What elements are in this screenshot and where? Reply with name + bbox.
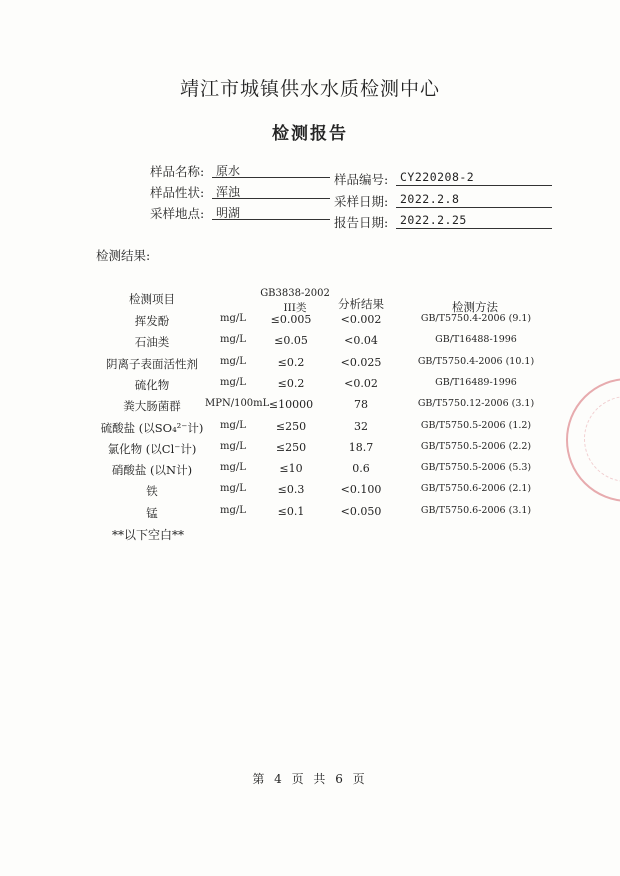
- report-title: 检测报告: [272, 124, 348, 144]
- sample-nature-value: 浑浊: [212, 183, 330, 199]
- row-10-result: <0.050: [340, 504, 382, 518]
- row-9-method: GB/T5750.6-2006 (2.1): [420, 483, 532, 495]
- row-2-result: <0.04: [344, 334, 378, 348]
- sampling-date-label: 采样日期:: [334, 194, 389, 209]
- page-number: 第 4 页 共 6 页: [252, 772, 368, 786]
- row-7-result: 18.7: [348, 440, 374, 454]
- row-6-unit: mg/L: [220, 419, 246, 431]
- row-2-unit: mg/L: [220, 334, 246, 346]
- row-8-limit: ≤10: [279, 462, 303, 476]
- row-10-unit: mg/L: [220, 504, 246, 516]
- column-header-method: 检测方法: [452, 300, 498, 314]
- row-8-unit: mg/L: [220, 462, 246, 474]
- sample-location-label: 采样地点:: [150, 206, 205, 221]
- row-2-limit: ≤0.05: [274, 334, 308, 348]
- sample-nature-label: 样品性状:: [150, 185, 205, 200]
- sample-id-value: CY220208-2: [396, 170, 552, 186]
- row-10-method: GB/T5750.6-2006 (3.1): [420, 504, 532, 516]
- row-7-item: 氯化物 (以Cl⁻计): [107, 441, 197, 456]
- row-7-unit: mg/L: [220, 440, 246, 452]
- row-5-unit: MPN/100mL: [205, 398, 270, 410]
- report-date-value: 2022.2.25: [396, 213, 552, 229]
- row-7-limit: ≤250: [275, 440, 307, 454]
- report-date-label: 报告日期:: [334, 215, 389, 230]
- row-1-item: 挥发酚: [134, 314, 170, 328]
- row-8-method: GB/T5750.5-2006 (5.3): [420, 462, 532, 474]
- row-9-limit: ≤0.3: [277, 483, 305, 497]
- row-4-method: GB/T16489-1996: [435, 376, 517, 388]
- row-9-item: 铁: [146, 484, 158, 499]
- row-3-item: 阴离子表面活性剂: [106, 356, 198, 371]
- row-6-result: 32: [354, 419, 368, 433]
- end-note: **以下空白**: [112, 528, 185, 542]
- row-6-item: 硫酸盐 (以SO₄²⁻计): [100, 420, 204, 435]
- column-header-standard-line1: GB3838-2002: [260, 288, 330, 299]
- row-5-method: GB/T5750.12-2006 (3.1): [417, 398, 535, 410]
- row-2-item: 石油类: [134, 335, 170, 350]
- organization-title: 靖江市城镇供水水质检测中心: [179, 78, 440, 100]
- row-10-limit: ≤0.1: [277, 504, 305, 518]
- row-3-result: <0.025: [340, 355, 382, 369]
- sample-location-value: 明湖: [212, 204, 330, 220]
- column-header-result: 分析结果: [338, 297, 384, 311]
- row-5-result: 78: [354, 398, 368, 412]
- row-3-method: GB/T5750.4-2006 (10.1): [417, 355, 535, 367]
- row-10-item: 锰: [146, 505, 158, 520]
- sample-name-label: 样品名称:: [150, 164, 205, 179]
- row-5-item: 粪大肠菌群: [123, 399, 181, 414]
- sampling-date-value: 2022.2.8: [396, 192, 552, 208]
- results-section-label: 检测结果:: [96, 248, 151, 263]
- row-4-item: 硫化物: [134, 377, 170, 392]
- sample-id-label: 样品编号:: [334, 172, 389, 187]
- row-3-limit: ≤0.2: [277, 355, 305, 369]
- row-9-result: <0.100: [340, 483, 382, 497]
- column-header-item: 检测项目: [129, 292, 175, 306]
- row-6-method: GB/T5750.5-2006 (1.2): [420, 419, 532, 431]
- row-4-unit: mg/L: [220, 376, 246, 388]
- row-1-result: <0.002: [340, 313, 382, 326]
- row-1-unit: mg/L: [220, 313, 246, 324]
- sample-name-value: 原水: [212, 162, 330, 178]
- row-1-method: GB/T5750.4-2006 (9.1): [420, 313, 532, 324]
- row-1-limit: ≤0.005: [270, 313, 312, 326]
- column-header-standard-line2: III类: [283, 302, 307, 314]
- row-5-limit: ≤10000: [268, 398, 314, 412]
- row-2-method: GB/T16488-1996: [435, 334, 517, 346]
- row-7-method: GB/T5750.5-2006 (2.2): [420, 440, 532, 452]
- row-4-limit: ≤0.2: [277, 376, 305, 390]
- row-4-result: <0.02: [344, 376, 378, 390]
- row-3-unit: mg/L: [220, 355, 246, 367]
- row-6-limit: ≤250: [275, 419, 307, 433]
- row-8-result: 0.6: [352, 462, 370, 476]
- row-9-unit: mg/L: [220, 483, 246, 495]
- row-8-item: 硝酸盐 (以N计): [111, 463, 193, 478]
